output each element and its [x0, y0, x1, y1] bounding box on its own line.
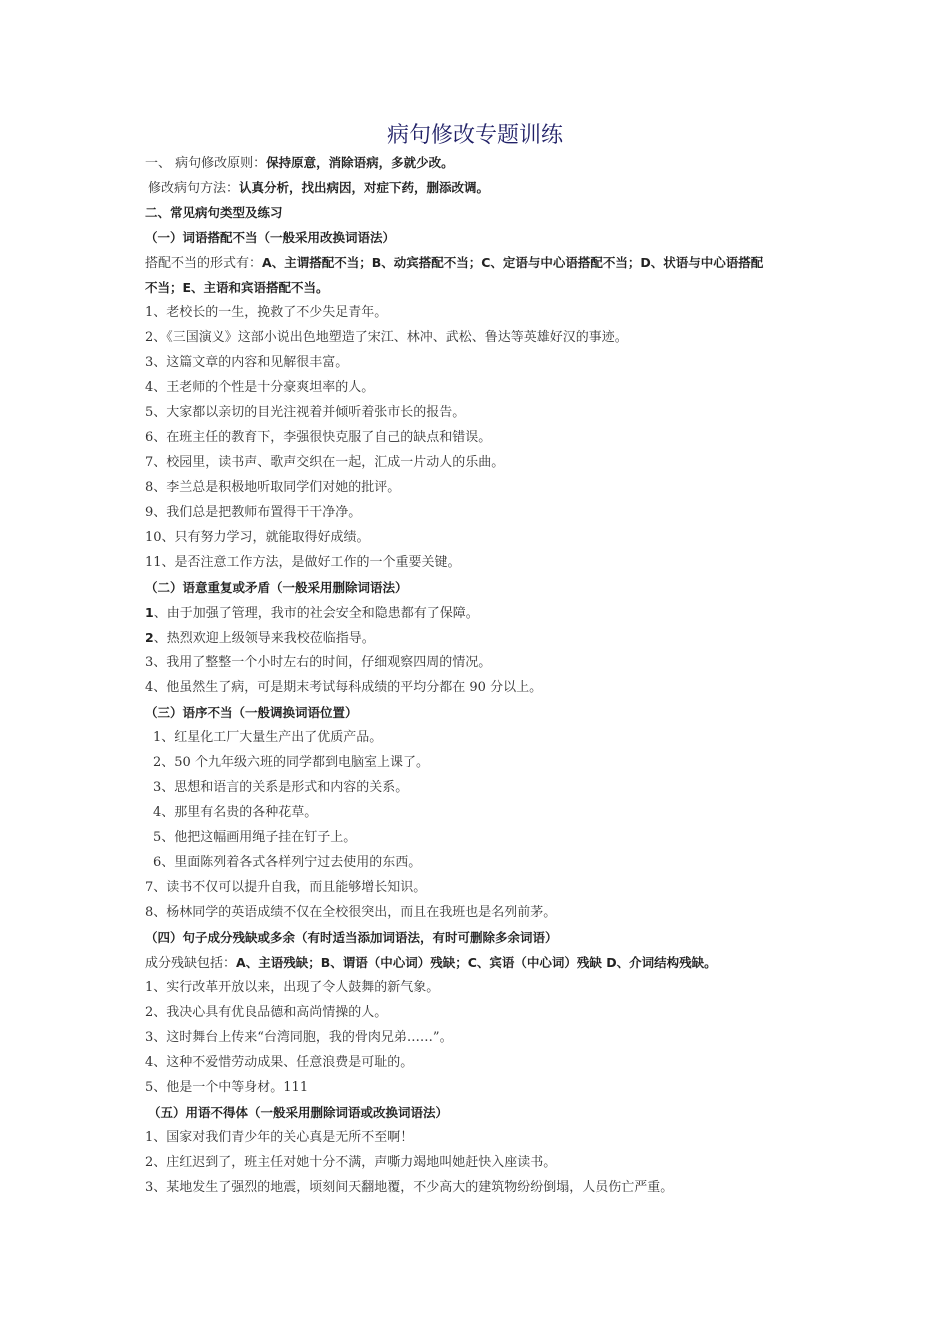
text-line [145, 1050, 825, 1075]
text-line [145, 875, 825, 900]
text-span: 2、《三国演义》这部小说出色地塑造了宋江、林冲、武松、鲁达等英雄好汉的事迹。 [145, 330, 628, 345]
text-span: 8、李兰总是积极地听取同学们对她的批评。 [145, 480, 401, 495]
text-span: 1、国家对我们青少年的关心真是无所不至啊！ [145, 1130, 414, 1145]
text-span: 3、这篇文章的内容和见解很丰富。 [145, 355, 349, 370]
text-line [145, 550, 825, 575]
text-line [145, 475, 825, 500]
text-line [145, 575, 825, 600]
bold-text: （二）语意重复或矛盾（一般采用删除词语法） [145, 580, 408, 595]
text-span: 11、是否注意工作方法，是做好工作的一个重要关键。 [145, 555, 461, 570]
text-line [145, 850, 825, 875]
text-line [145, 200, 825, 225]
text-span: 1、红星化工厂大量生产出了优质产品。 [153, 730, 383, 745]
text-line [145, 675, 825, 700]
bold-text: 2 [145, 630, 154, 645]
text-span: 6、里面陈列着各式各样列宁过去使用的东西。 [153, 855, 422, 870]
text-line [145, 950, 825, 975]
text-span: 1、实行改革开放以来，出现了令人鼓舞的新气象。 [145, 980, 440, 995]
bold-text: （五）用语不得体（一般采用删除词语或改换词语法） [148, 1105, 449, 1120]
text-line [145, 900, 825, 925]
text-line [145, 175, 825, 200]
text-span: 修改病句方法： [148, 181, 240, 196]
text-span: 4、王老师的个性是十分豪爽坦率的人。 [145, 380, 375, 395]
text-line [145, 925, 825, 950]
bold-text: 不当；E、主语和宾语搭配不当。 [145, 280, 329, 295]
text-line [145, 700, 825, 725]
text-span: 2、我决心具有优良品德和高尚情操的人。 [145, 1005, 388, 1020]
text-line [145, 1075, 825, 1100]
text-line [145, 450, 825, 475]
text-line [145, 1125, 825, 1150]
bold-text: A、主谓搭配不当；B、动宾搭配不当；C、定语与中心语搭配不当；D、状语与中心语搭配 [262, 255, 764, 270]
text-span: 5、他是一个中等身材。111 [145, 1080, 309, 1095]
text-span: 6、在班主任的教育下，李强很快克服了自己的缺点和错误。 [145, 430, 492, 445]
page-title: 病句修改专题训练 [386, 123, 563, 148]
text-line [145, 400, 825, 425]
text-span: 3、这时舞台上传来“台湾同胞，我的骨肉兄弟……”。 [145, 1030, 453, 1045]
text-line [145, 425, 825, 450]
text-span: 9、我们总是把教师布置得干干净净。 [145, 505, 362, 520]
text-span: 、由于加强了管理，我市的社会安全和隐患都有了保障。 [153, 606, 479, 621]
text-span: 搭配不当的形式有： [145, 256, 263, 271]
text-span: 5、他把这幅画用绳子挂在钉子上。 [153, 830, 357, 845]
text-line [145, 800, 825, 825]
text-span: 4、那里有名贵的各种花草。 [153, 805, 318, 820]
text-span: 10、只有努力学习，就能取得好成绩。 [145, 530, 370, 545]
text-span: 4、他虽然生了病，可是期末考试每科成绩的平均分都在 90 分以上。 [145, 680, 543, 695]
text-line [145, 650, 825, 675]
bold-text: 二、常见病句类型及练习 [145, 205, 283, 220]
text-span: 3、某地发生了强烈的地震，顷刻间天翻地覆，不少高大的建筑物纷纷倒塌，人员伤亡严重。 [145, 1180, 674, 1195]
bold-text: 认真分析，找出病因，对症下药，删添改调。 [239, 180, 490, 195]
text-line [145, 325, 825, 350]
text-span: 、热烈欢迎上级领导来我校莅临指导。 [153, 631, 375, 646]
text-span: 2、50 个九年级六班的同学都到电脑室上课了。 [153, 755, 429, 770]
text-line [145, 600, 825, 625]
text-span: 1、老校长的一生，挽救了不少失足青年。 [145, 305, 388, 320]
text-line [145, 1175, 825, 1200]
text-line [145, 350, 825, 375]
bold-text: （四）句子成分残缺或多余（有时适当添加词语法，有时可删除多余词语） [145, 930, 558, 945]
text-line [145, 300, 825, 325]
text-span: 8、杨林同学的英语成绩不仅在全校很突出，而且在我班也是名列前茅。 [145, 905, 557, 920]
text-line [145, 225, 825, 250]
text-line [145, 275, 825, 300]
document-body [145, 150, 825, 1200]
text-line [145, 1150, 825, 1175]
text-line [145, 825, 825, 850]
bold-text: A、主语残缺；B、谓语（中心词）残缺；C、宾语（中心词）残缺 D、介词结构残缺。 [236, 955, 717, 970]
text-span: 4、这种不爱惜劳动成果、任意浪费是可耻的。 [145, 1055, 414, 1070]
text-span: 2、庄红迟到了，班主任对她十分不满，声嘶力竭地叫她赶快入座读书。 [145, 1155, 557, 1170]
text-span: 7、校园里，读书声、歌声交织在一起，汇成一片动人的乐曲。 [145, 455, 505, 470]
text-span: 一、 病句修改原则： [145, 156, 267, 171]
text-line [145, 500, 825, 525]
text-line [145, 1025, 825, 1050]
bold-text: 保持原意，消除语病，多就少改。 [266, 155, 454, 170]
bold-text: 1 [145, 605, 154, 620]
bold-text: （一）词语搭配不当（一般采用改换词语法） [145, 230, 396, 245]
text-line [145, 975, 825, 1000]
text-line [145, 525, 825, 550]
text-line [145, 1000, 825, 1025]
text-line [145, 725, 825, 750]
text-line [145, 775, 825, 800]
text-line [145, 150, 825, 175]
text-span: 3、思想和语言的关系是形式和内容的关系。 [153, 780, 409, 795]
text-span: 成分残缺包括： [145, 956, 237, 971]
text-line [145, 375, 825, 400]
bold-text: （三）语序不当（一般调换词语位置） [145, 705, 358, 720]
text-span: 7、读书不仅可以提升自我，而且能够增长知识。 [145, 880, 427, 895]
text-line [145, 250, 825, 275]
text-line [145, 625, 825, 650]
text-line [145, 1100, 825, 1125]
text-span: 3、我用了整整一个小时左右的时间，仔细观察四周的情况。 [145, 655, 492, 670]
text-span: 5、大家都以亲切的目光注视着并倾听着张市长的报告。 [145, 405, 466, 420]
text-line [145, 750, 825, 775]
